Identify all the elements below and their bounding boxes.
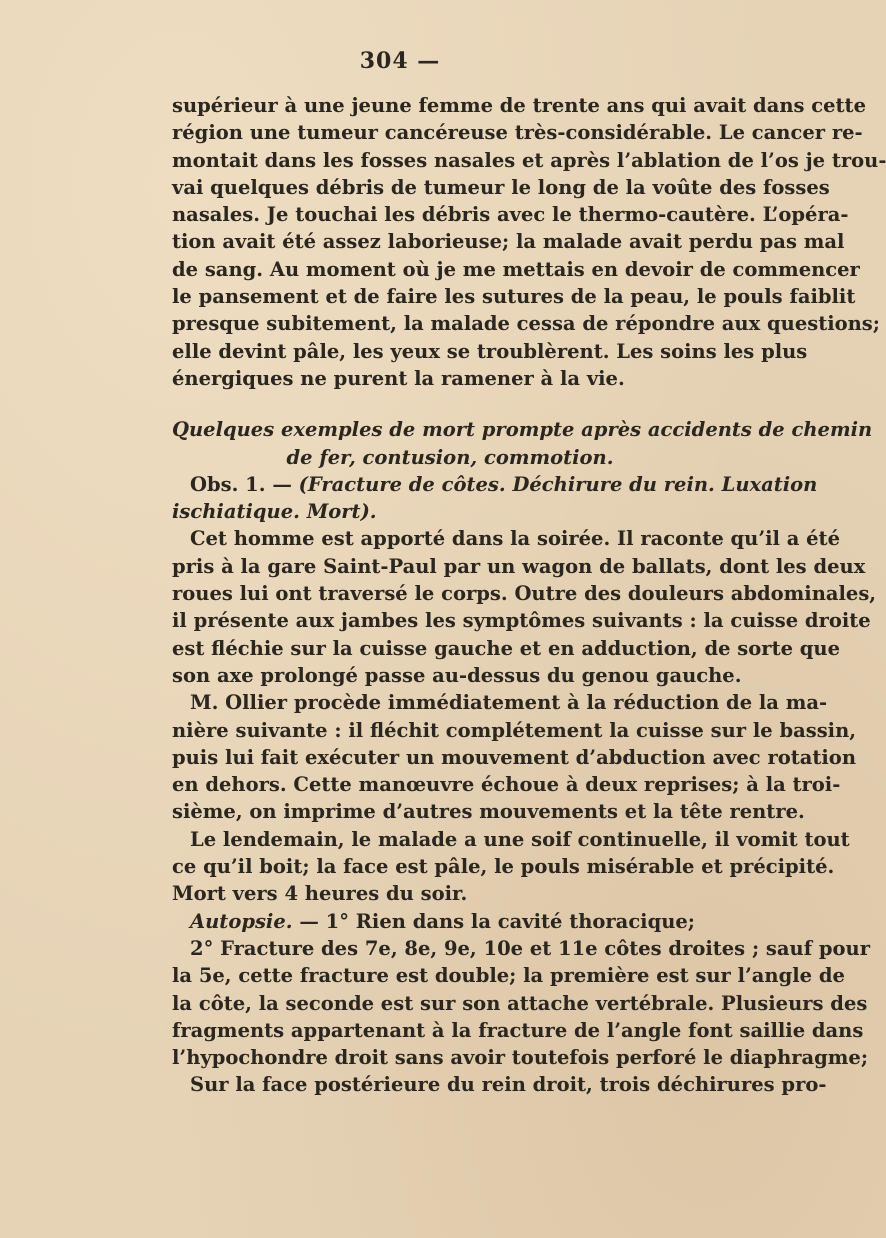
paragraph-5 bbox=[172, 935, 870, 1099]
text-line: région une tumeur cancéreuse très-considérable. Le cancer re- bbox=[172, 121, 863, 145]
autopsie-line bbox=[172, 908, 728, 935]
paragraph-1 bbox=[172, 92, 886, 392]
obs-label: Obs. 1. — bbox=[190, 472, 292, 496]
text-line: 2° Fracture des 7e, 8e, 9e, 10e et 11e côtes droites ; sauf pour bbox=[190, 936, 870, 960]
text-line: presque subitement, la malade cessa de répondre aux questions; bbox=[172, 312, 880, 336]
text-line: le pansement et de faire les sutures de la peau, le pouls faiblit bbox=[172, 285, 856, 309]
text-line: roues lui ont traversé le corps. Outre des douleurs abdominales, bbox=[172, 582, 877, 606]
paragraph-3 bbox=[172, 689, 857, 825]
autopsie-heading bbox=[172, 908, 728, 935]
observation-heading bbox=[172, 471, 818, 526]
text-line: vai quelques débris de tumeur le long de la voûte des fosses bbox=[172, 175, 830, 199]
text-line: nière suivante : il fléchit complétement la cuisse sur le bassin, bbox=[172, 718, 857, 742]
text-line: énergiques ne purent la ramener à la vie. bbox=[172, 366, 625, 390]
spacer bbox=[172, 392, 728, 416]
text-line: Sur la face postérieure du rein droit, trois déchirures pro- bbox=[190, 1073, 827, 1097]
text-line: Le lendemain, le malade a une soif continuelle, il vomit tout bbox=[190, 827, 850, 851]
text-line: la côte, la seconde est sur son attache vertébrale. Plusieurs des bbox=[172, 991, 868, 1015]
obs-title-line: ischiatique. Mort). bbox=[172, 500, 377, 524]
text-line: Cet homme est apporté dans la soirée. Il raconte qu’il a été bbox=[190, 527, 840, 551]
section-title bbox=[172, 416, 873, 471]
text-line: tion avait été assez laborieuse; la malade avait perdu pas mal bbox=[172, 230, 845, 254]
text-line: ce qu’il boit; la face est pâle, le pouls misérable et précipité. bbox=[172, 855, 835, 879]
text-line: montait dans les fosses nasales et après l’ablation de l’os je trou- bbox=[172, 148, 886, 172]
section-title-line: Quelques exemples de mort prompte après accidents de chemin bbox=[172, 418, 873, 442]
paragraph-4 bbox=[172, 826, 850, 908]
text-line: sième, on imprime d’autres mouvements et la tête rentre. bbox=[172, 800, 805, 824]
text-line: l’hypochondre droit sans avoir toutefois perforé le diaphragme; bbox=[172, 1046, 869, 1070]
autopsie-text: — 1° Rien dans la cavité thoracique; bbox=[292, 909, 696, 933]
text-line: son axe prolongé passe au-dessus du genou gauche. bbox=[172, 663, 742, 687]
page-body bbox=[172, 92, 886, 1099]
page-number: 304 — bbox=[359, 48, 441, 74]
text-line: supérieur à une jeune femme de trente ans qui avait dans cette bbox=[172, 94, 866, 117]
text-line: la 5e, cette fracture est double; la première est sur l’angle de bbox=[172, 964, 845, 988]
section-title-line: de fer, contusion, commotion. bbox=[286, 445, 614, 469]
paragraph-2 bbox=[172, 525, 877, 689]
text-line: nasales. Je touchai les débris avec le thermo-cautère. L’opéra- bbox=[172, 203, 849, 227]
obs-title-line bbox=[172, 471, 818, 498]
text-line: M. Ollier procède immédiatement à la réduction de la ma- bbox=[190, 691, 828, 715]
text-line: pris à la gare Saint-Paul par un wagon de ballats, dont les deux bbox=[172, 554, 866, 578]
text-line: est fléchie sur la cuisse gauche et en adduction, de sorte que bbox=[172, 636, 840, 660]
autopsie-label: Autopsie. bbox=[190, 909, 293, 933]
text-line: fragments appartenant à la fracture de l’angle font saillie dans bbox=[172, 1018, 864, 1042]
text-line: Mort vers 4 heures du soir. bbox=[172, 882, 468, 906]
obs-title: (Fracture de côtes. Déchirure du rein. Luxation bbox=[298, 472, 818, 496]
text-line: il présente aux jambes les symptômes suivants : la cuisse droite bbox=[172, 609, 871, 633]
text-line: elle devint pâle, les yeux se troublèrent. Les soins les plus bbox=[172, 339, 808, 363]
text-line: puis lui fait exécuter un mouvement d’abduction avec rotation bbox=[172, 745, 856, 769]
text-line: de sang. Au moment où je me mettais en devoir de commencer bbox=[172, 257, 860, 281]
text-line: en dehors. Cette manœuvre échoue à deux reprises; à la troi- bbox=[172, 773, 841, 797]
